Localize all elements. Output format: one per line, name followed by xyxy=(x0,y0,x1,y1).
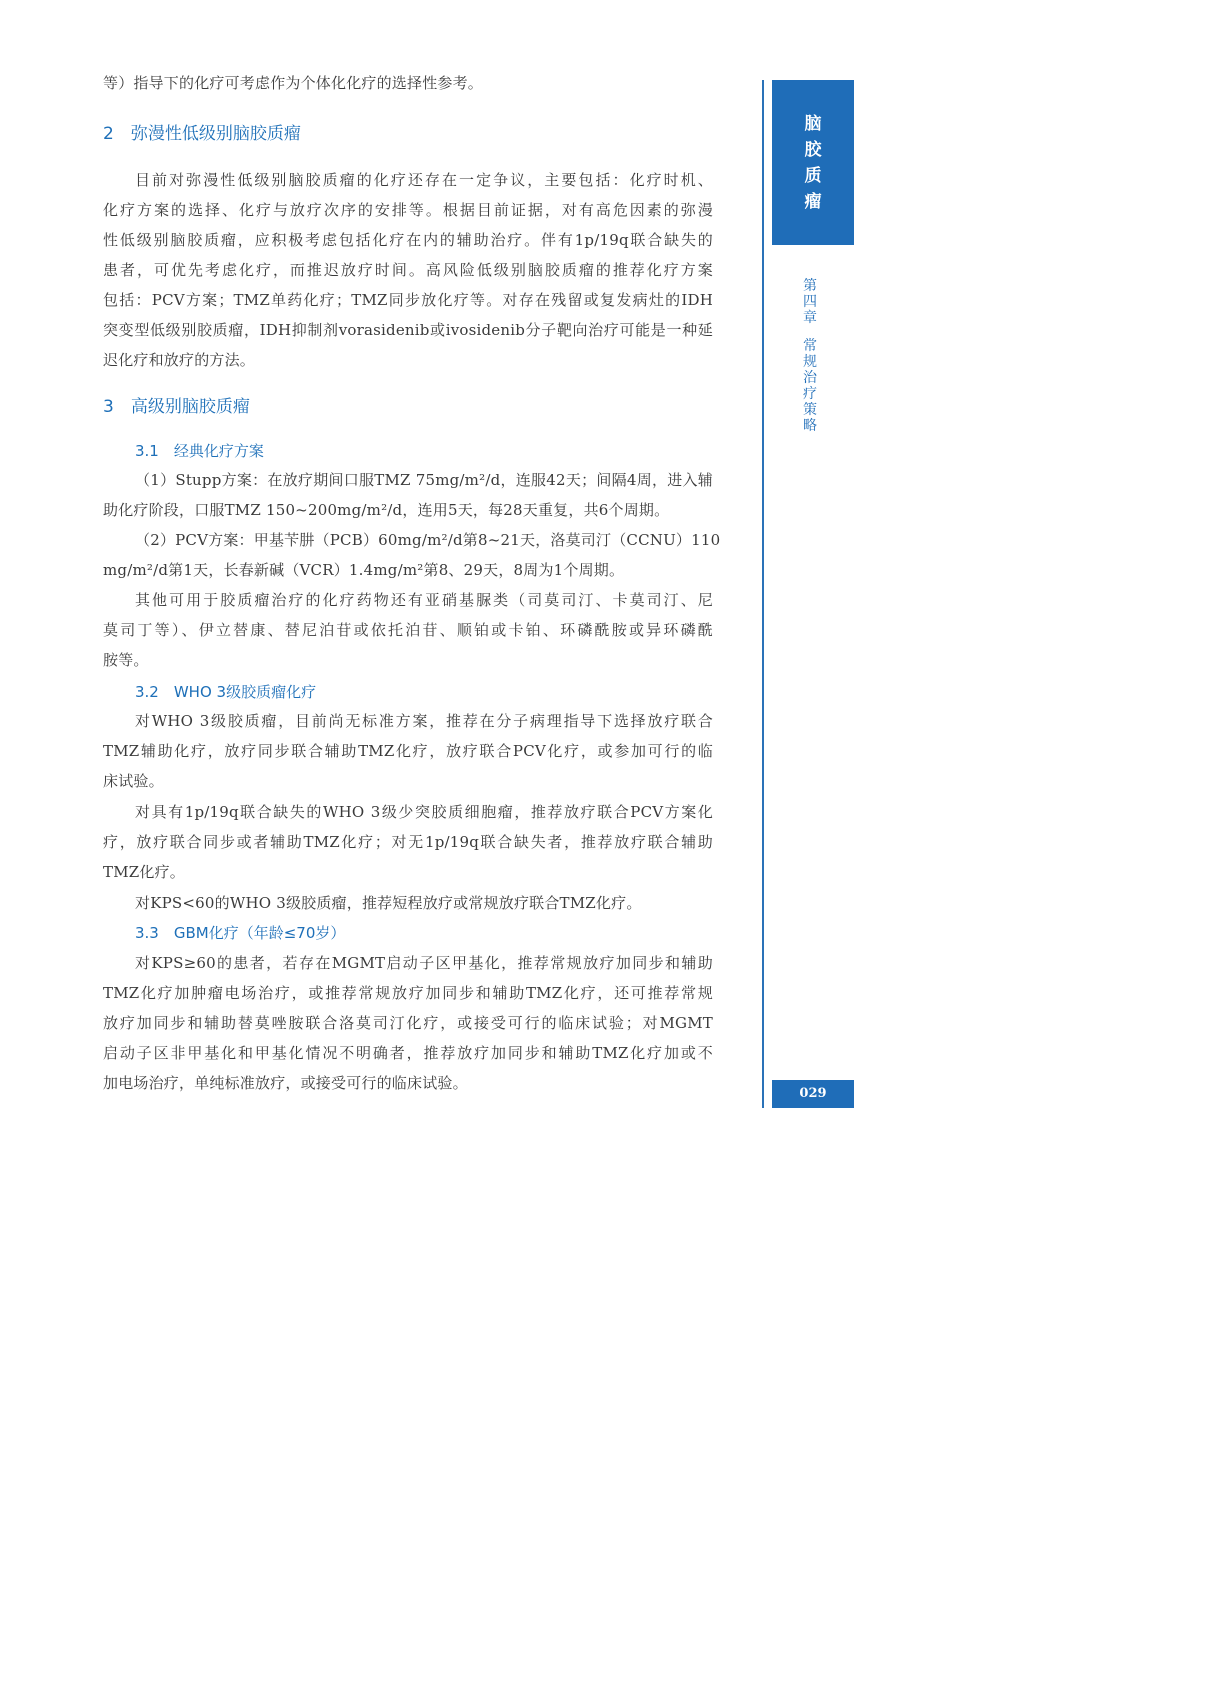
paragraph-line: 对KPS≥60的患者，若存在MGMT启动子区甲基化，推荐常规放疗加同步和辅助 xyxy=(135,954,713,972)
paragraph-line: 目前对弥漫性低级别脑胶质瘤的化疗还存在一定争议，主要包括：化疗时机、 xyxy=(135,171,713,189)
paragraph-line: TMZ化疗。 xyxy=(103,863,185,881)
paragraph-line: （1）Stupp方案：在放疗期间口服TMZ 75mg/m²/d，连服42天；间隔4周，进入辅 xyxy=(135,471,713,489)
paragraph-line: 莫司丁等）、伊立替康、替尼泊苷或依托泊苷、顺铂或卡铂、环磷酰胺或异环磷酰 xyxy=(103,621,713,639)
paragraph-line: 对WHO 3级胶质瘤，目前尚无标准方案，推荐在分子病理指导下选择放疗联合 xyxy=(135,712,713,730)
paragraph-line: 其他可用于胶质瘤治疗的化疗药物还有亚硝基脲类（司莫司汀、卡莫司汀、尼 xyxy=(135,591,713,609)
section-tab-char: 瘤 xyxy=(804,191,822,212)
page-number: 029 xyxy=(772,1080,854,1108)
paragraph-line: 助化疗阶段，口服TMZ 150~200mg/m²/d，连用5天，每28天重复，共6个周期。 xyxy=(103,501,670,519)
chapter-label xyxy=(799,278,821,434)
paragraph-line: TMZ辅助化疗，放疗同步联合辅助TMZ化疗，放疗联合PCV化疗，或参加可行的临 xyxy=(103,742,713,760)
subsection-heading-who3: 3.2 WHO 3级胶质瘤化疗 xyxy=(135,683,317,701)
paragraph-line: mg/m²/d第1天，长春新碱（VCR）1.4mg/m²第8、29天，8周为1个周期。 xyxy=(103,561,625,579)
chapter-char: 常 xyxy=(803,338,817,354)
subsection-heading-gbm: 3.3 GBM化疗（年龄≤70岁） xyxy=(135,924,346,942)
section-tab-char: 脑 xyxy=(804,113,822,134)
chapter-char: 四 xyxy=(803,294,817,310)
chapter-char: 策 xyxy=(803,402,817,418)
paragraph-line: 包括：PCV方案；TMZ单药化疗；TMZ同步放化疗等。对存在残留或复发病灶的IDH xyxy=(103,291,713,309)
paragraph-line: 对具有1p/19q联合缺失的WHO 3级少突胶质细胞瘤，推荐放疗联合PCV方案化 xyxy=(135,803,713,821)
paragraph-line: 放疗加同步和辅助替莫唑胺联合洛莫司汀化疗，或接受可行的临床试验；对MGMT xyxy=(103,1014,713,1032)
side-divider-line xyxy=(762,80,764,1108)
chapter-char: 章 xyxy=(803,310,817,326)
paragraph-line: 启动子区非甲基化和甲基化情况不明确者，推荐放疗加同步和辅助TMZ化疗加或不 xyxy=(103,1044,713,1062)
paragraph-line: 加电场治疗，单纯标准放疗，或接受可行的临床试验。 xyxy=(103,1074,468,1092)
paragraph-line: （2）PCV方案：甲基苄肼（PCB）60mg/m²/d第8~21天，洛莫司汀（CCNU）110 xyxy=(135,531,721,549)
section-heading-hgg: 3 高级别脑胶质瘤 xyxy=(103,397,250,417)
chapter-char: 治 xyxy=(803,370,817,386)
paragraph-line: 迟化疗和放疗的方法。 xyxy=(103,351,256,369)
paragraph-line: TMZ化疗加肿瘤电场治疗，或推荐常规放疗加同步和辅助TMZ化疗，还可推荐常规 xyxy=(103,984,713,1002)
chapter-char: 第 xyxy=(803,278,817,294)
paragraph-line: 突变型低级别胶质瘤，IDH抑制剂vorasidenib或ivosidenib分子靶向治疗可能是一种延 xyxy=(103,321,713,339)
paragraph-line: 等）指导下的化疗可考虑作为个体化化疗的选择性参考。 xyxy=(103,74,484,92)
paragraph-line: 患者，可优先考虑化疗，而推迟放疗时间。高风险低级别脑胶质瘤的推荐化疗方案 xyxy=(103,261,713,279)
section-heading-lgg: 2 弥漫性低级别脑胶质瘤 xyxy=(103,124,301,144)
subsection-heading-classic: 3.1 经典化疗方案 xyxy=(135,442,264,460)
paragraph-line: 对KPS<60的WHO 3级胶质瘤，推荐短程放疗或常规放疗联合TMZ化疗。 xyxy=(135,894,642,912)
paragraph-line: 床试验。 xyxy=(103,772,164,790)
paragraph-line: 胺等。 xyxy=(103,651,149,669)
chapter-char: 略 xyxy=(803,418,817,434)
chapter-char: 规 xyxy=(803,354,817,370)
section-tab xyxy=(772,80,854,245)
section-tab-char: 胶 xyxy=(804,139,822,160)
chapter-char: 疗 xyxy=(803,386,817,402)
section-tab-char: 质 xyxy=(804,165,822,186)
paragraph-line: 化疗方案的选择、化疗与放疗次序的安排等。根据目前证据，对有高危因素的弥漫 xyxy=(103,201,713,219)
paragraph-line: 疗，放疗联合同步或者辅助TMZ化疗；对无1p/19q联合缺失者，推荐放疗联合辅助 xyxy=(103,833,713,851)
paragraph-line: 性低级别脑胶质瘤，应积极考虑包括化疗在内的辅助治疗。伴有1p/19q联合缺失的 xyxy=(103,231,713,249)
